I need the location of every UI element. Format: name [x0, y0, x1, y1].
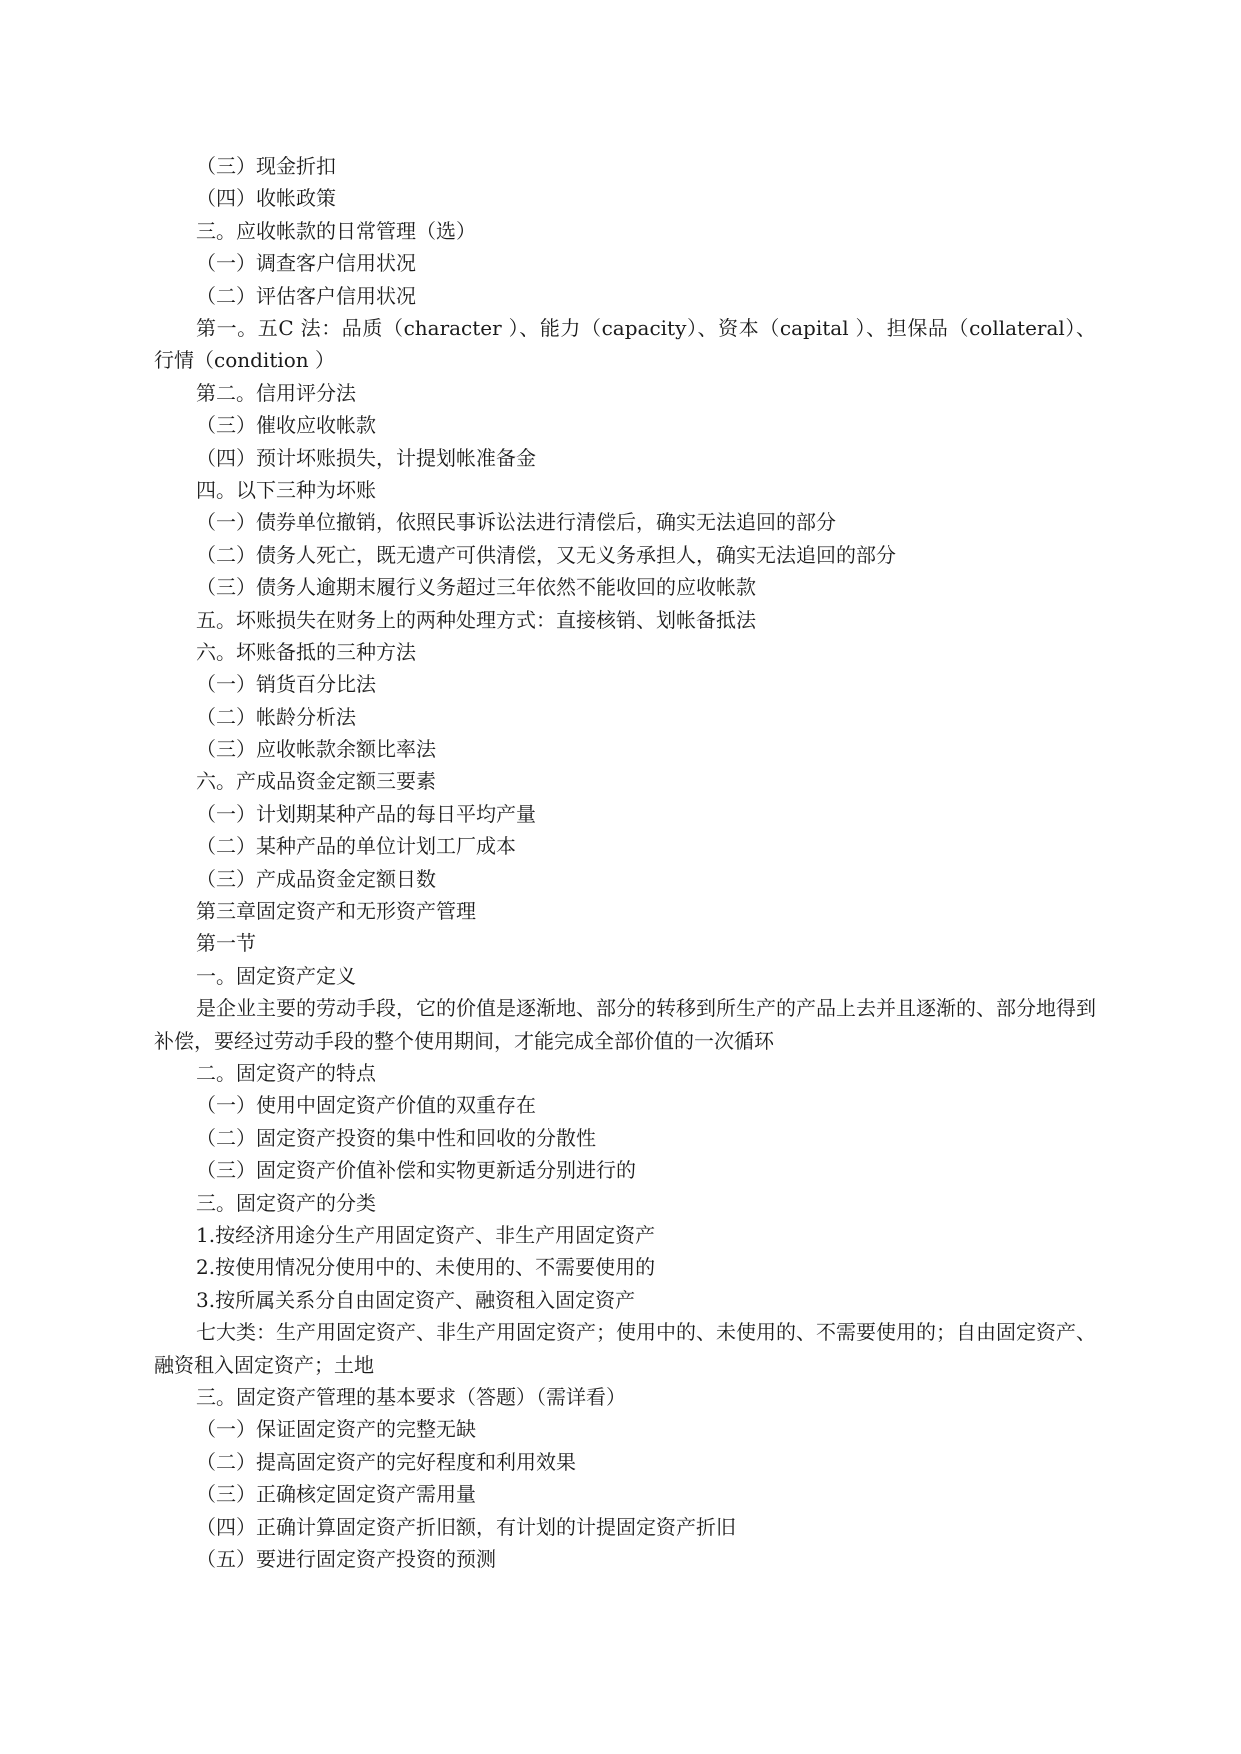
text-line: 六。产成品资金定额三要素 — [196, 769, 436, 794]
text-line: 第一节 — [196, 931, 256, 956]
text-line: （三）固定资产价值补偿和实物更新适分别进行的 — [196, 1158, 636, 1183]
text-line: 五。坏账损失在财务上的两种处理方式：直接核销、划帐备抵法 — [196, 607, 756, 632]
text-line: （二）提高固定资产的完好程度和利用效果 — [196, 1449, 576, 1474]
text-paragraph: 七大类：生产用固定资产、非生产用固定资产；使用中的、未使用的、不需要使用的；自由固定资产、融资租入固定资产；土地 — [154, 1320, 1096, 1377]
text-line: （三）债务人逾期末履行义务超过三年依然不能收回的应收帐款 — [196, 575, 756, 600]
text-line: （四）预计坏账损失，计提划帐准备金 — [196, 445, 536, 470]
text-line: （三）产成品资金定额日数 — [196, 866, 436, 891]
text-line: （一）计划期某种产品的每日平均产量 — [196, 801, 536, 826]
document-body — [154, 150, 1096, 1575]
text-line: 第二。信用评分法 — [196, 380, 356, 405]
text-line: （二）固定资产投资的集中性和回收的分散性 — [196, 1125, 596, 1150]
text-line: （一）债券单位撤销，依照民事诉讼法进行清偿后，确实无法追回的部分 — [196, 510, 836, 535]
text-line: 第三章固定资产和无形资产管理 — [196, 899, 476, 924]
text-line: 六。坏账备抵的三种方法 — [196, 639, 416, 664]
text-line: （一）保证固定资产的完整无缺 — [196, 1417, 476, 1442]
text-line: 三。固定资产管理的基本要求（答题）（需详看） — [196, 1384, 626, 1409]
text-line: （二）某种产品的单位计划工厂成本 — [196, 834, 516, 859]
text-line: （一）销货百分比法 — [196, 672, 376, 697]
text-paragraph: 是企业主要的劳动手段，它的价值是逐渐地、部分的转移到所生产的产品上去并且逐渐的、部分地得到补偿，要经过劳动手段的整个使用期间，才能完成全部价值的一次循环 — [154, 996, 1096, 1053]
text-line: 四。以下三种为坏账 — [196, 477, 376, 502]
text-line: （三）催收应收帐款 — [196, 413, 376, 438]
text-line: （三）现金折扣 — [196, 154, 336, 178]
text-line: （四）收帐政策 — [196, 186, 336, 211]
text-line: （二）帐龄分析法 — [196, 704, 356, 729]
text-line: 2.按使用情况分使用中的、未使用的、不需要使用的 — [196, 1255, 656, 1280]
text-line: 二。固定资产的特点 — [196, 1061, 376, 1085]
text-line: （四）正确计算固定资产折旧额，有计划的计提固定资产折旧 — [196, 1514, 736, 1539]
text-line: 一。固定资产定义 — [196, 963, 356, 988]
text-line: （二）评估客户信用状况 — [196, 283, 416, 308]
text-line: （一）调查客户信用状况 — [196, 251, 416, 276]
text-line: 3.按所属关系分自由固定资产、融资租入固定资产 — [196, 1287, 636, 1312]
text-line: 三。固定资产的分类 — [196, 1190, 376, 1215]
text-line: （三）正确核定固定资产需用量 — [196, 1482, 476, 1507]
text-line: （一）使用中固定资产价值的双重存在 — [196, 1093, 536, 1118]
text-line: （二）债务人死亡，既无遗产可供清偿，又无义务承担人，确实无法追回的部分 — [196, 542, 896, 567]
text-line: 1.按经济用途分生产用固定资产、非生产用固定资产 — [196, 1222, 656, 1247]
text-paragraph: 第一。五C 法：品质（character ）、能力（capacity）、资本（capital ）、担保品（collateral）、行情（condition ） — [154, 315, 1096, 373]
text-line: （五）要进行固定资产投资的预测 — [196, 1546, 496, 1571]
text-line: （三）应收帐款余额比率法 — [196, 737, 436, 762]
text-line: 三。应收帐款的日常管理（选） — [196, 218, 476, 243]
